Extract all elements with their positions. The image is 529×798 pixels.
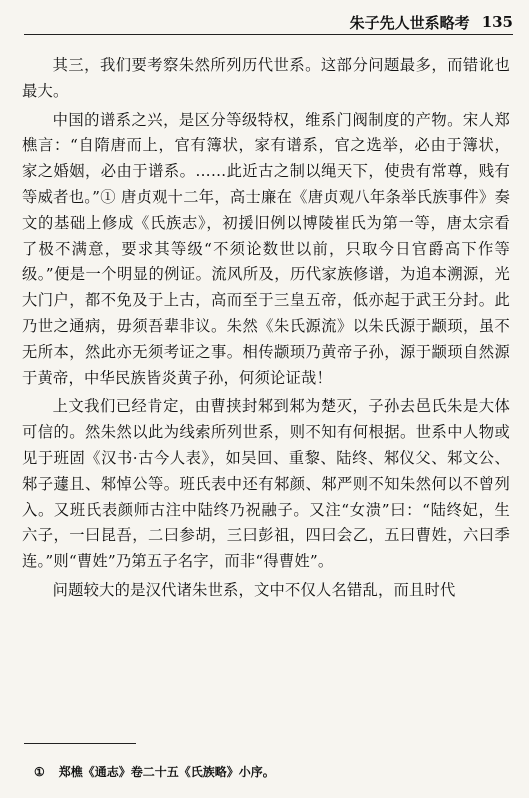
paragraph-2: 中国的谱系之兴，是区分等级特权，维系门阀制度的产物。宋人郑樵言：“自隋唐而上，官有簿状，家有谱系，官之选举，必由于簿状，家之婚姻，必由于谱系。……此近古之制以绳天下，使贵有常尊，贱有等威者也。”① 唐贞观十二年，高士廉在《唐贞观八年条举氏族事件》奏文的基础上修成《氏族志》，初援旧例以博陵崔氏为第一等，唐太宗看了极不满意，要求其等级“不须论数世以前，只取今日官爵高下作等级。”便是一个明显的例证。流风所及，历代家族修谱，为追本溯源，光大门户，都不免及于上古，高而至于三皇五帝，低亦起于武王分封。此乃世之通病，毋须吾辈非议。朱然《朱氏源流》以朱氏源于颛顼，虽不无所本，然此亦无须考证之事。相传颛顼乃黄帝子孙，源于颛顼自然源于黄帝，中华民族皆炎黄子孙，何须论证哉！ bbox=[22, 110, 510, 387]
paragraph-1: 其三，我们要考察朱然所列历代世系。这部分问题最多，而错讹也最大。 bbox=[22, 56, 510, 100]
paragraph-3: 上文我们已经肯定，由曹挟封邾到邾为楚灭，子孙去邑氏朱是大体可信的。然朱然以此为线索所列世系，则不知有何根据。世系中人物或见于班固《汉书·古今人表》，如吴回、重黎、陆终、邾仪父、邾文公、邾子蘧且、邾悼公等。班氏表中还有邾颜、邾严则不知朱然何以不曾列入。又班氏表颜师古注中陆终乃祝融子。又注“女溃”曰：“陆终妃，生六子，一曰昆吾，二曰参胡，三曰彭祖，四曰会乙，五曰曹姓，六曰季连。”则“曹姓”乃第五子名字，而非“得曹姓”。 bbox=[22, 397, 510, 571]
footnote-text: 郑樵《通志》卷二十五《氏族略》小序。 bbox=[58, 765, 275, 779]
footnote-marker: ① bbox=[34, 765, 45, 779]
body-text bbox=[22, 53, 510, 607]
footnote-rule bbox=[24, 743, 136, 744]
page-number: 135 bbox=[481, 13, 513, 31]
footnote bbox=[34, 763, 509, 781]
running-header-title: 朱子先人世系略考 bbox=[349, 13, 470, 32]
paragraph-4: 问题较大的是汉代诸朱世系，文中不仅人名错乱，而且时代 bbox=[52, 580, 456, 599]
running-header bbox=[24, 10, 513, 35]
